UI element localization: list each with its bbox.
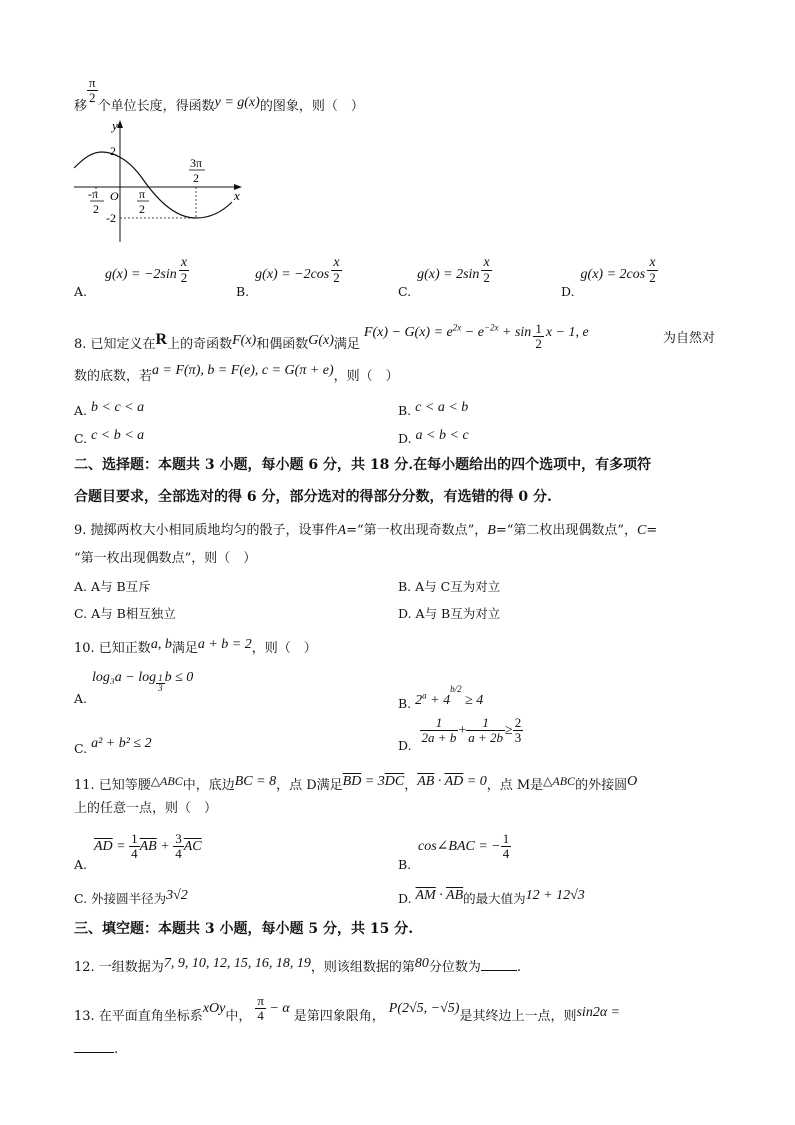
q8-line-1: 8. 已知定义在R上的奇函数F(x)和偶函数G(x)满足$F(x) - G(x) = e^{2x} - e^{-2x} + \sin$ $\frac{1}{2}$ x − 1, e: [74, 321, 589, 352]
origin-label: O: [110, 189, 119, 203]
half-pi-den: 2: [139, 202, 145, 216]
q8-option-b[interactable]: B. c < a < b: [398, 400, 469, 418]
q7-option-c[interactable]: C. g(x) = 2sin $\frac{x}{2}$: [398, 255, 490, 299]
q7-option-d[interactable]: D. g(x) = 2cos $\frac{x}{2}$: [561, 255, 656, 299]
q8-option-a[interactable]: A. b < c < a: [74, 400, 145, 418]
q13-answer-blank[interactable]: [74, 1040, 114, 1053]
q9-line-1: 9. 抛掷两枚大小相同质地均匀的骰子，设事件A=“第一枚出现奇数点”，B=“第二枚出现偶数点”，C=: [74, 523, 658, 538]
section3-heading: 三、填空题：本题共 3 小题，每小题 5 分，共 15 分.: [74, 921, 414, 937]
half-pi-num: π: [139, 187, 146, 201]
y-max-label: 2: [110, 144, 116, 158]
y-axis-arrow: [117, 120, 123, 128]
x-axis-label: x: [234, 188, 240, 203]
q10-option-c[interactable]: C. a² + b² ≤ 2: [74, 736, 152, 756]
q7-intro-line: 移 $\frac{\pi}{2}$ 个单位长度，得函数y = g(x)的图象，则（ ）: [74, 75, 364, 114]
three-half-pi-num: 3π: [190, 156, 203, 170]
q11-option-b[interactable]: B. cos∠BAC = − $\frac{1}{4}$: [398, 831, 510, 872]
q7-graph: [72, 118, 252, 248]
q9-option-a[interactable]: A. A与 B互斥: [74, 579, 151, 594]
q13-line-1: 13. 在平面直角坐标系xOy中， $\frac{\pi}{4}$ − α是第四象限角，P(2√5, −√5)是其终边上一点，则sin2α =: [74, 993, 621, 1024]
q9-line-2: “第一枚出现偶数点”，则（ ）: [74, 551, 257, 566]
q11-option-d[interactable]: D. $\overline{AM} \cdot \overline{AB}$的最大值为12 + 12√3: [398, 888, 585, 906]
q8-line-2: 数的底数，若a = F(π), b = F(e), c = G(π + e)，则（ ）: [74, 363, 399, 384]
neg-half-pi-num: -π: [88, 187, 99, 201]
q13-line-2: .: [74, 1040, 118, 1059]
q11-line-1: 11. 已知等腰△ABC中，底边BC = 8，点 D满足$\overline{BD} = 3\overline{DC}$，$\overline{AB} \cdot \overline{AD} = 0$，点 M是△ABC的外接圆O: [74, 774, 638, 793]
q10-option-d[interactable]: D. $\frac{1}{2a + b}$ + $\frac{1}{a + 2b}$ ≥ $\frac{2}{3}$: [398, 715, 522, 753]
section2-heading-line1: 二、选择题：本题共 3 小题，每小题 6 分，共 18 分.在每小题给出的四个选项中，有多项符: [74, 457, 652, 473]
q10-option-a[interactable]: log₃a − log $\frac{1}{3}$ b ≤ 0 A.: [74, 670, 194, 706]
q12-line: 12. 一组数据为7, 9, 10, 12, 15, 16, 18, 19，则该组数据的第80分位数为 .: [74, 956, 521, 975]
section2-heading-line2: 合题目要求，全部选对的得 6 分，部分选对的得部分分数，有选错的得 0 分.: [74, 489, 552, 505]
q7-option-a[interactable]: A. g(x) = −2sin $\frac{x}{2}$: [74, 255, 188, 299]
q10-stem: 10. 已知正数a, b满足a + b = 2，则（ ）: [74, 637, 317, 656]
q10-option-b[interactable]: B. $2^a + 4^{b/2} \ge 4$: [398, 684, 484, 711]
q7-intro-fraction: $\frac{\pi}{2}$: [89, 75, 96, 105]
q11-option-c[interactable]: C. 外接圆半径为3√2: [74, 888, 188, 906]
y-axis-label: y: [112, 118, 118, 133]
y-min-label: -2: [106, 211, 116, 225]
q8-e-note: 为自然对: [663, 331, 716, 346]
q9-option-d[interactable]: D. A与 B互为对立: [398, 606, 501, 621]
neg-half-pi-den: 2: [93, 202, 99, 216]
q12-answer-blank[interactable]: [481, 958, 517, 971]
three-half-pi-den: 2: [193, 171, 199, 185]
q8-option-c[interactable]: C. c < b < a: [74, 428, 145, 446]
q9-option-c[interactable]: C. A与 B相互独立: [74, 606, 176, 621]
q8-option-d[interactable]: D. a < b < c: [398, 428, 469, 446]
q9-option-b[interactable]: B. A与 C互为对立: [398, 579, 501, 594]
q11-option-a[interactable]: A. $\overline{AD}$ = $\frac{1}{4}$ $\overline{AB}$ + $\frac{3}{4}$ $\overline{AC}$: [74, 831, 202, 872]
q11-line-2: 上的任意一点，则（ ）: [74, 801, 218, 816]
q7-option-b[interactable]: B. g(x) = −2cos $\frac{x}{2}$: [236, 255, 340, 299]
